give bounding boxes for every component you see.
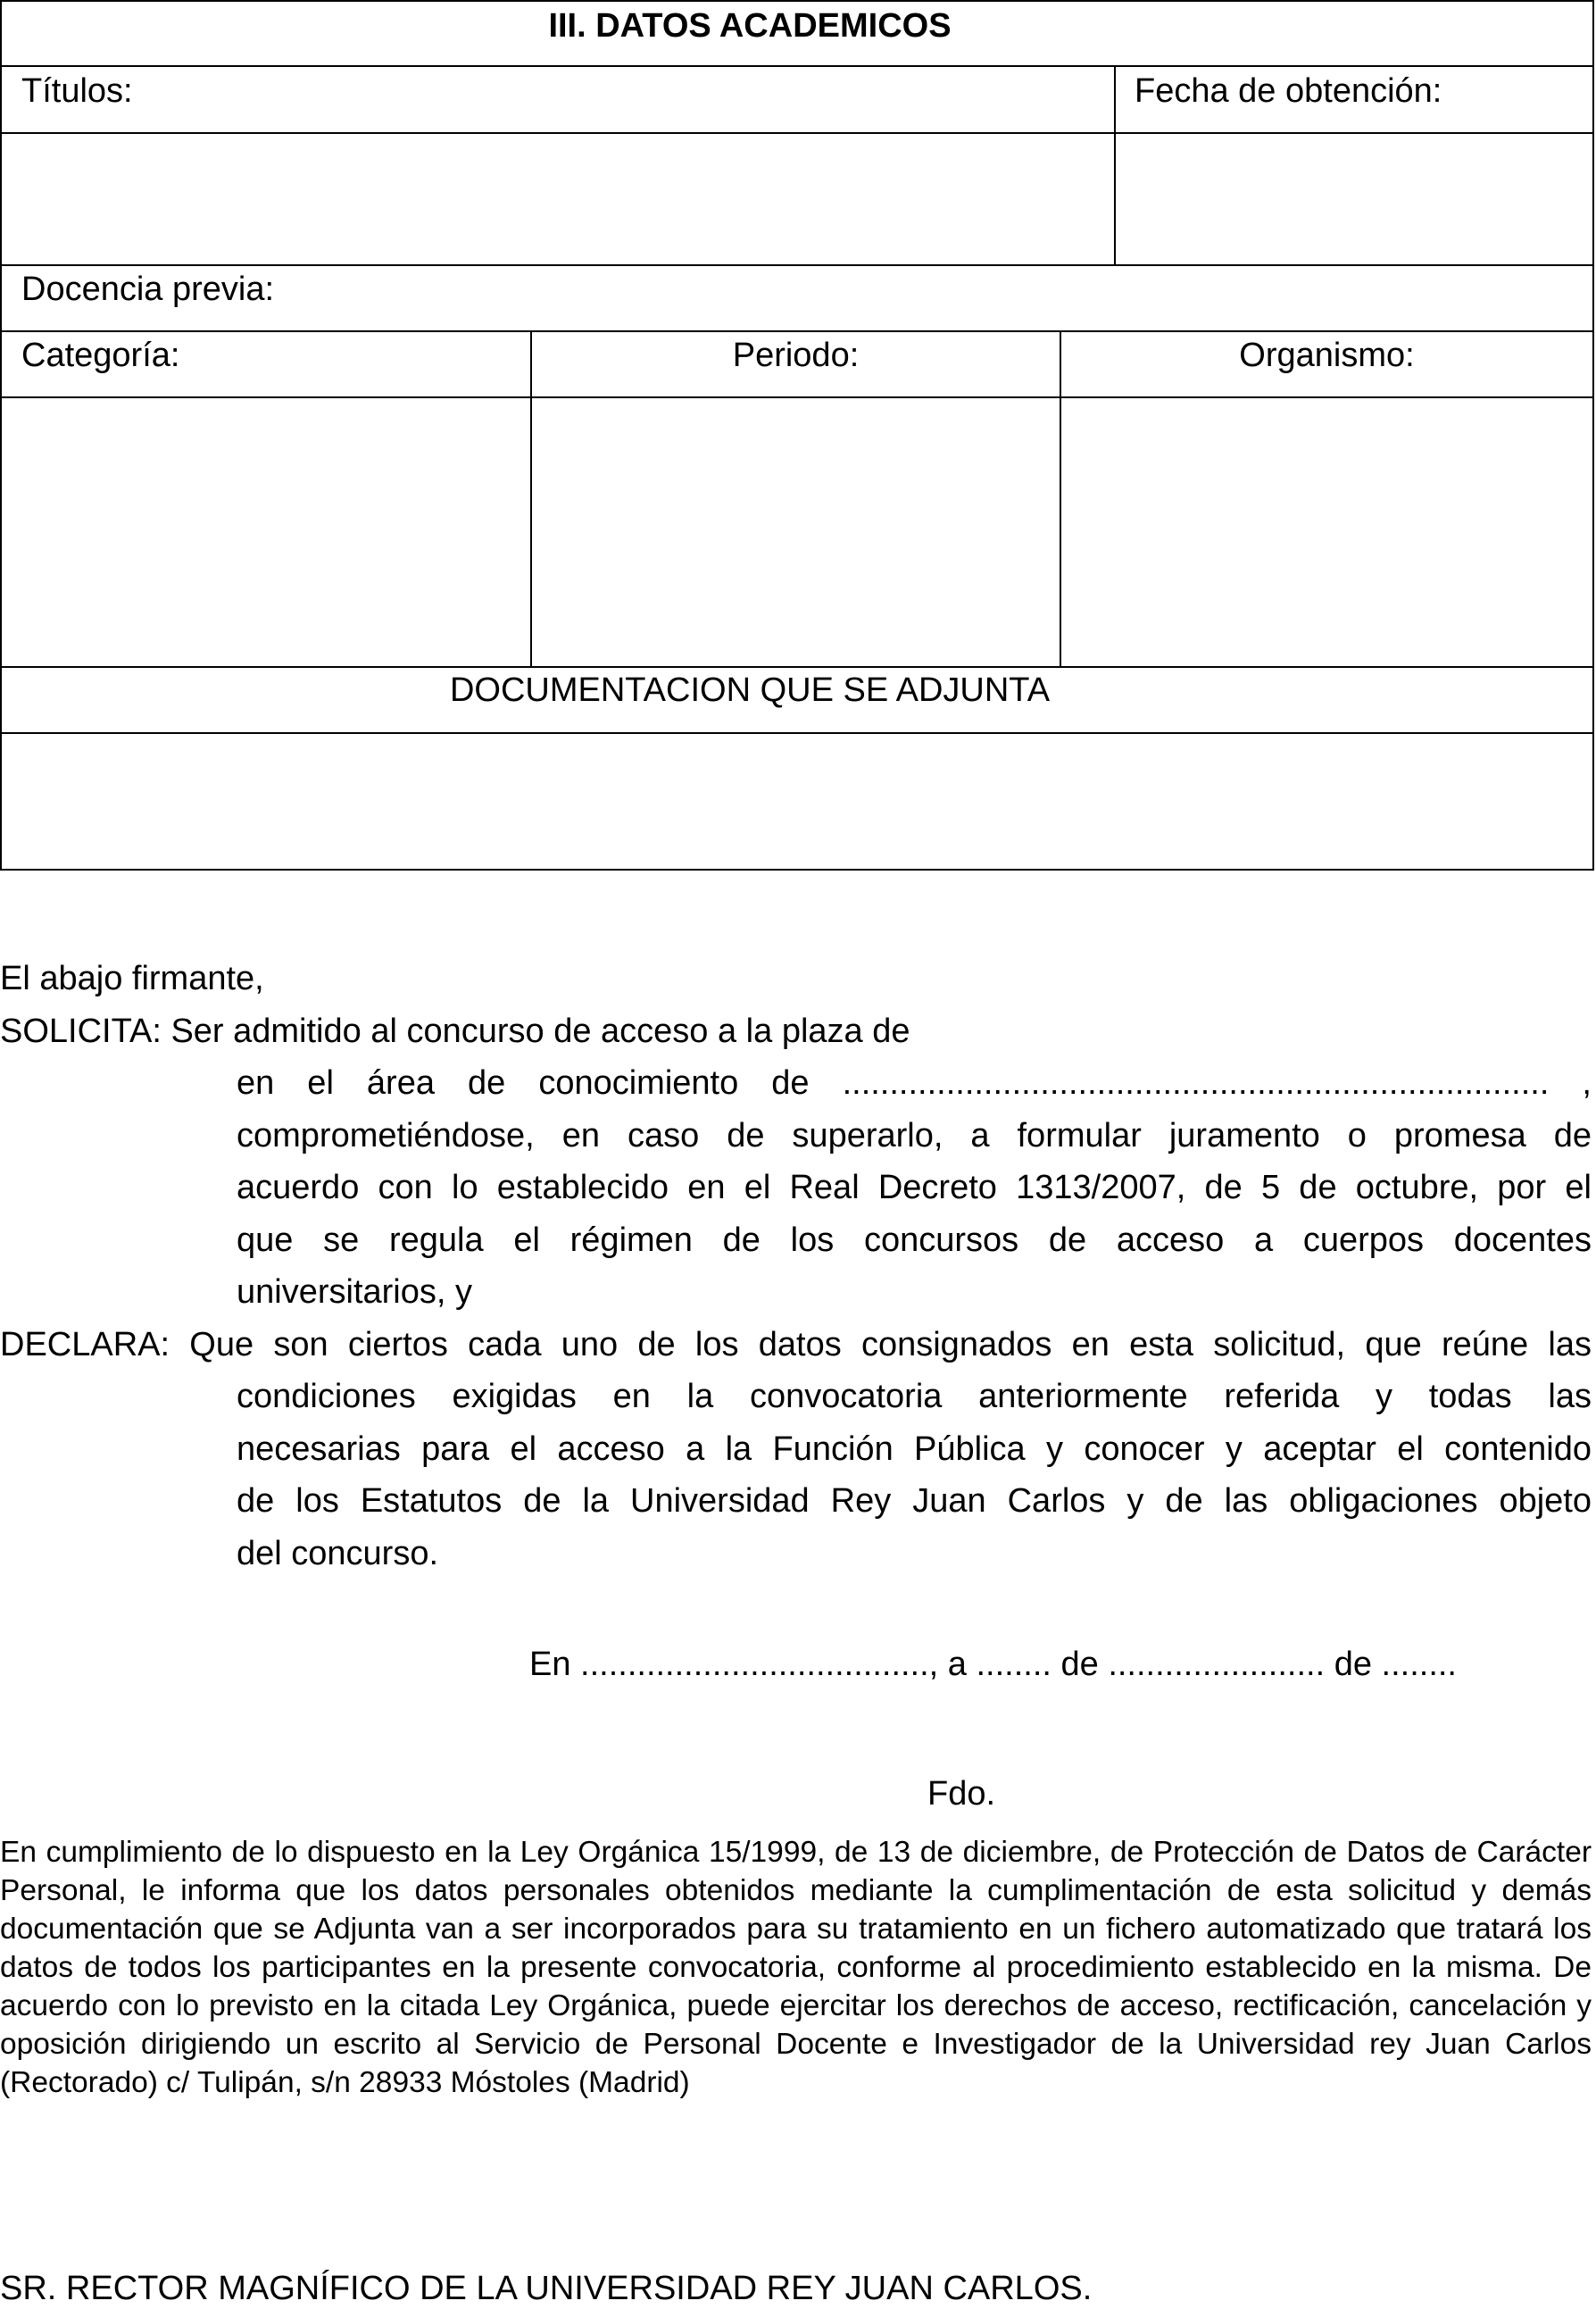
declara-lead: DECLARA: Que son ciertos cada uno de los datos consignados en esta solicitud, que reúne las: [0, 1326, 1592, 1363]
declara-line: de los Estatutos de la Universidad Rey Juan Carlos y de las obligaciones objeto: [237, 1482, 1592, 1520]
footer-addressee: SR. RECTOR MAGNÍFICO DE LA UNIVERSIDAD REY JUAN CARLOS.: [0, 2270, 1093, 2307]
solicita-line: en el área de conocimiento de ........................................................................... ,: [237, 1064, 1592, 1102]
fecha-obtencion-label: Fecha de obtención:: [1135, 72, 1442, 110]
fecha-obtencion-field[interactable]: [1116, 134, 1592, 264]
place-date-line[interactable]: En ....................................., a ........ de ....................... de ........: [529, 1646, 1457, 1683]
table-rule: [0, 666, 1594, 668]
documentacion-label: DOCUMENTACION QUE SE ADJUNTA: [449, 671, 1051, 709]
solicita-line: universitarios, y: [237, 1273, 472, 1311]
academic-data-table: [0, 0, 1596, 875]
table-border-right: [1592, 0, 1594, 871]
categoria-label: Categoría:: [21, 337, 180, 374]
periodo-field[interactable]: [532, 398, 1060, 666]
section-title: III. DATOS ACADEMICOS: [548, 7, 952, 45]
declara-line: condiciones exigidas en la convocatoria anteriormente referida y todas las: [237, 1378, 1592, 1415]
declara-line: necesarias para el acceso a la Función Pública y conocer y aceptar el contenido: [237, 1430, 1592, 1468]
solicita-lead: SOLICITA: Ser admitido al concurso de acceso a la plaza de: [0, 1013, 910, 1050]
signature-label: Fdo.: [927, 1775, 996, 1813]
documentacion-field[interactable]: [2, 734, 1592, 869]
table-rule: [0, 65, 1594, 67]
solicita-line: comprometiéndose, en caso de superarlo, a formular juramento o promesa de: [237, 1117, 1592, 1154]
titulos-label: Títulos:: [21, 72, 133, 110]
solicita-line: que se regula el régimen de los concursos de acceso a cuerpos docentes: [237, 1221, 1592, 1259]
table-rule: [0, 264, 1594, 266]
periodo-label: Periodo:: [732, 337, 860, 374]
titulos-field[interactable]: [2, 134, 1114, 264]
declara-line: del concurso.: [237, 1535, 439, 1572]
table-border-bottom: [0, 869, 1594, 871]
organismo-field[interactable]: [1061, 398, 1592, 666]
intro-text: El abajo firmante,: [0, 960, 264, 997]
docencia-previa-label: Docencia previa:: [21, 271, 275, 308]
organismo-label: Organismo:: [1239, 337, 1415, 374]
solicita-line: acuerdo con lo establecido en el Real Decreto 1313/2007, de 5 de octubre, por el: [237, 1169, 1592, 1206]
categoria-field[interactable]: [2, 398, 530, 666]
table-rule: [0, 330, 1594, 332]
data-protection-notice: En cumplimiento de lo dispuesto en la Ley Orgánica 15/1999, de 13 de diciembre, de Protección de Datos de Carácter Personal, le informa que los datos personales obtenidos mediante la cumplimentación de esta solicitud y demás documentación que se Adjunta van a ser incorporados para su tratamiento en un fichero automatizado que tratará los datos de todos los participantes en la presente convocatoria, conforme al procedimiento establecido en la misma. De acuerdo con lo previsto en la citada Ley Orgánica, puede ejercitar los derechos de acceso, rectificación, cancelación y oposición dirigiendo un escrito al Servicio de Personal Docente e Investigador de la Universidad rey Juan Carlos (Rectorado) c/ Tulipán, s/n 28933 Móstoles (Madrid): [0, 1836, 1592, 2099]
table-border-top: [0, 0, 1594, 2]
